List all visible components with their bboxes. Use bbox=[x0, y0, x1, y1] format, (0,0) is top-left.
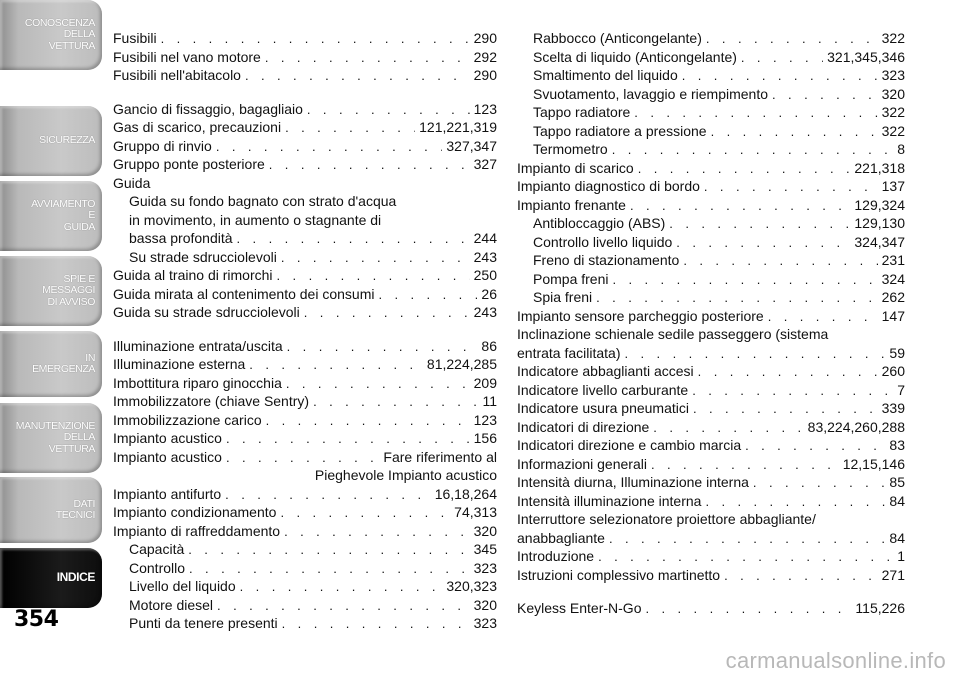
index-entry[interactable]: Impianto frenante . . . 129,324 bbox=[517, 197, 905, 216]
spacer bbox=[517, 585, 905, 600]
tab-emergenza[interactable]: IN EMERGENZA bbox=[0, 331, 102, 397]
index-entry[interactable]: Intensità diurna, Illuminazione interna . . . 85 bbox=[517, 474, 905, 493]
index-entry-continued: Pieghevole Impianto acustico bbox=[314, 467, 497, 483]
tab-sicurezza[interactable]: SICUREZZA bbox=[0, 106, 102, 176]
index-column-left bbox=[113, 30, 497, 634]
index-subentry[interactable]: Svuotamento, lavaggio e riempimento . . . 320 bbox=[517, 86, 905, 105]
index-subentry[interactable]: Tappo radiatore . . . 322 bbox=[517, 104, 905, 123]
index-subentry[interactable]: Antibloccaggio (ABS) . . . 129,130 bbox=[517, 215, 905, 234]
index-entry[interactable]: Indicatore livello carburante . . . 7 bbox=[517, 382, 905, 401]
index-entry[interactable]: Gancio di fissaggio, bagagliaio . . . 123 bbox=[113, 101, 497, 120]
index-subentry[interactable]: Rabbocco (Anticongelante) . . . 322 bbox=[517, 30, 905, 49]
index-entry[interactable]: Impianto antifurto . . . 16,18,264 bbox=[113, 486, 497, 505]
index-entry[interactable]: Intensità illuminazione interna . . . 84 bbox=[517, 493, 905, 512]
index-subentry[interactable]: Scelta di liquido (Anticongelante) . . . 321,345,346 bbox=[517, 49, 905, 68]
tab-spie-messaggi[interactable]: SPIE E MESSAGGI DI AVVISO bbox=[0, 256, 102, 326]
index-entry[interactable]: Fusibili nel vano motore . . . 292 bbox=[113, 49, 497, 68]
index-entry[interactable]: Impianto condizionamento . . . 74,313 bbox=[113, 504, 497, 523]
index-entry-continued: in movimento, in aumento o stagnante di bbox=[129, 211, 382, 228]
tab-manutenzione[interactable]: MANUTENZIONE DELLA VETTURA bbox=[0, 403, 102, 473]
tab-dati-tecnici[interactable]: DATI TECNICI bbox=[0, 477, 102, 543]
index-entry[interactable]: Impianto acustico . . . 156 bbox=[113, 430, 497, 449]
index-subentry[interactable]: Motore diesel . . . 320 bbox=[113, 597, 497, 616]
tab-conoscenza-vettura[interactable]: CONOSCENZA DELLA VETTURA bbox=[0, 0, 102, 70]
index-entry[interactable]: Keyless Enter-N-Go . . . 115,226 bbox=[517, 600, 905, 619]
index-entry[interactable]: Istruzioni complessivo martinetto . . . 271 bbox=[517, 567, 905, 586]
index-entry-continued: Interruttore selezionatore proiettore abbagliante/ bbox=[517, 511, 816, 527]
tab-avviamento-guida[interactable]: AVVIAMENTO E GUIDA bbox=[0, 181, 102, 251]
index-entry[interactable]: Guida al traino di rimorchi . . . 250 bbox=[113, 267, 497, 286]
index-entry[interactable]: anabbagliante . . . 84 bbox=[517, 530, 905, 549]
index-subentry[interactable]: bassa profondità . . . 244 bbox=[113, 230, 497, 249]
page-number: 354 bbox=[14, 607, 59, 632]
index-entry[interactable]: Fusibili nell'abitacolo . . . 290 bbox=[113, 67, 497, 86]
index-subentry[interactable]: Controllo . . . 323 bbox=[113, 560, 497, 579]
index-entry[interactable]: Fusibili . . . 290 bbox=[113, 30, 497, 49]
index-entry[interactable]: Indicatore abbaglianti accesi . . . 260 bbox=[517, 363, 905, 382]
index-subentry[interactable]: Spia freni . . . 262 bbox=[517, 289, 905, 308]
spacer bbox=[113, 86, 497, 101]
index-subentry[interactable]: Livello del liquido . . . 320,323 bbox=[113, 578, 497, 597]
index-entry[interactable]: Impianto diagnostico di bordo . . . 137 bbox=[517, 178, 905, 197]
index-entry[interactable]: Impianto di raffreddamento . . . 320 bbox=[113, 523, 497, 542]
index-entry[interactable]: Guida mirata al contenimento dei consumi . . . 26 bbox=[113, 286, 497, 305]
spacer bbox=[113, 323, 497, 338]
index-subentry[interactable]: Termometro . . . 8 bbox=[517, 141, 905, 160]
index-entry[interactable]: Indicatori di direzione . . . 83,224,260,288 bbox=[517, 419, 905, 438]
index-subentry[interactable]: Smaltimento del liquido . . . 323 bbox=[517, 67, 905, 86]
index-subentry[interactable]: Tappo radiatore a pressione . . . 322 bbox=[517, 123, 905, 142]
index-entry[interactable]: Impianto acustico . . . Fare riferimento al bbox=[113, 449, 497, 468]
index-subentry[interactable]: Freno di stazionamento . . . 231 bbox=[517, 252, 905, 271]
index-heading: Guida bbox=[113, 174, 151, 191]
index-entry[interactable]: Informazioni generali . . . 12,15,146 bbox=[517, 456, 905, 475]
index-entry[interactable]: Introduzione . . . 1 bbox=[517, 548, 905, 567]
index-entry[interactable]: Indicatori direzione e cambio marcia . . . 83 bbox=[517, 437, 905, 456]
index-subentry[interactable]: Controllo livello liquido . . . 324,347 bbox=[517, 234, 905, 253]
tab-indice[interactable]: INDICE bbox=[0, 548, 102, 608]
index-column-right bbox=[517, 30, 905, 619]
index-subentry[interactable]: Pompa freni . . . 324 bbox=[517, 271, 905, 290]
index-entry[interactable]: Gruppo di rinvio . . . 327,347 bbox=[113, 138, 497, 157]
index-entry-continued: Guida su fondo bagnato con strato d'acqua bbox=[129, 193, 397, 209]
index-entry[interactable]: Gruppo ponte posteriore . . . 327 bbox=[113, 156, 497, 175]
chapter-tabs bbox=[0, 0, 104, 610]
index-entry-continued: Inclinazione schienale sedile passeggero (sistema bbox=[517, 326, 829, 342]
index-entry[interactable]: Gas di scarico, precauzioni . . . 121,221,319 bbox=[113, 119, 497, 138]
index-subentry[interactable]: Capacità . . . 345 bbox=[113, 541, 497, 560]
index-subentry[interactable]: Su strade sdrucciolevoli . . . 243 bbox=[113, 249, 497, 268]
index-entry[interactable]: Immobilizzatore (chiave Sentry) . . . 11 bbox=[113, 393, 497, 412]
index-entry[interactable]: Illuminazione esterna . . . 81,224,285 bbox=[113, 356, 497, 375]
index-entry[interactable]: Indicatore usura pneumatici . . . 339 bbox=[517, 400, 905, 419]
index-entry[interactable]: Immobilizzazione carico . . . 123 bbox=[113, 412, 497, 431]
index-entry[interactable]: Imbottitura riparo ginocchia . . . 209 bbox=[113, 375, 497, 394]
index-entry[interactable]: Impianto sensore parcheggio posteriore . . . 147 bbox=[517, 308, 905, 327]
watermark: carmanualsonline.info bbox=[725, 648, 946, 673]
index-subentry[interactable]: Punti da tenere presenti . . . 323 bbox=[113, 615, 497, 634]
index-entry[interactable]: Impianto di scarico . . . 221,318 bbox=[517, 160, 905, 179]
index-entry[interactable]: Guida su strade sdrucciolevoli . . . 243 bbox=[113, 304, 497, 323]
index-entry[interactable]: Illuminazione entrata/uscita . . . 86 bbox=[113, 338, 497, 357]
index-entry[interactable]: entrata facilitata) . . . 59 bbox=[517, 345, 905, 364]
